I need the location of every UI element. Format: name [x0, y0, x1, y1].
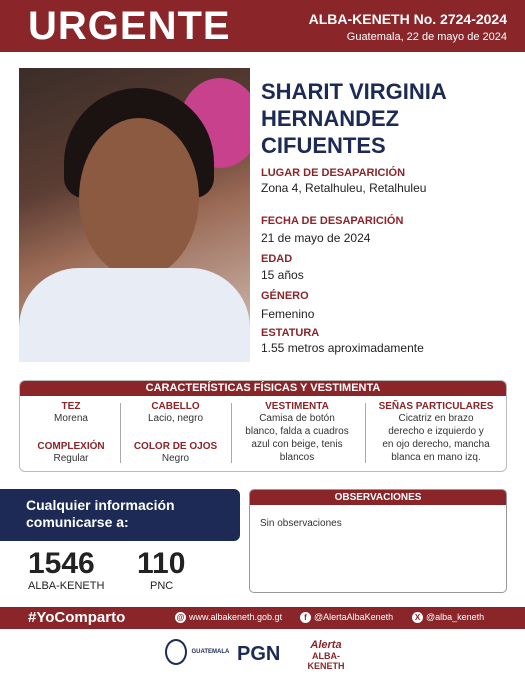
globe-icon: @	[176, 613, 185, 623]
facebook-link[interactable]	[300, 612, 393, 623]
guatemala-logo	[165, 639, 233, 669]
divider	[365, 403, 366, 463]
alert-number: ALBA-KENETH No. 2724-2024	[308, 11, 507, 27]
name-line-3: CIFUENTES	[261, 133, 386, 158]
edad-label: EDAD	[261, 253, 293, 265]
fecha-label: FECHA DE DESAPARICIÓN	[261, 215, 404, 227]
header-bar	[0, 0, 525, 52]
characteristics-title: CARACTERÍSTICAS FÍSICAS Y VESTIMENTA	[20, 381, 506, 396]
pnc-phone-label: PNC	[150, 580, 174, 592]
vestimenta-column	[232, 401, 362, 464]
observations-text: Sin observaciones	[260, 518, 342, 529]
fecha-value: 21 de mayo de 2024	[261, 231, 371, 245]
observations-panel	[249, 489, 507, 593]
ojos-label: COLOR DE OJOS	[133, 441, 218, 452]
tez-label: TEZ	[61, 401, 81, 412]
genero-value: Femenino	[261, 307, 315, 321]
cabello-column	[123, 401, 228, 465]
characteristics-panel	[19, 380, 507, 472]
tez-column	[25, 401, 117, 465]
vestimenta-line: blanco, falda a cuadros	[245, 426, 349, 437]
estatura-value: 1.55 metros aproximadamente	[261, 341, 424, 355]
contact-line-2: comunicarse a:	[26, 514, 129, 530]
name-line-1: SHARIT VIRGINIA	[261, 79, 447, 104]
genero-label: GÉNERO	[261, 290, 309, 302]
senas-line: derecho e izquierdo y	[388, 426, 484, 437]
pgn-logo: PGN	[237, 643, 281, 665]
missing-person-photo	[19, 68, 250, 362]
alert-date: Guatemala, 22 de mayo de 2024	[346, 31, 507, 43]
vestimenta-label: VESTIMENTA	[265, 401, 329, 412]
website-text: www.albakeneth.gob.gt	[189, 612, 283, 622]
footer-bar	[0, 607, 525, 629]
person-name	[261, 78, 511, 159]
photo-face	[79, 118, 199, 278]
observations-title: OBSERVACIONES	[250, 490, 506, 505]
seal-icon	[165, 639, 187, 665]
senas-label: SEÑAS PARTICULARES	[378, 401, 494, 412]
guatemala-logo-text: GUATEMALA	[191, 649, 230, 655]
contact-banner	[0, 489, 240, 541]
name-line-2: HERNANDEZ	[261, 106, 400, 131]
vestimenta-line: azul con beige, tenis	[251, 439, 343, 450]
website-link[interactable]	[175, 612, 282, 623]
alerta-logo-line1: Alerta	[310, 639, 342, 651]
divider	[120, 403, 121, 463]
tez-value: Morena	[54, 413, 88, 424]
x-icon: X	[412, 612, 423, 623]
vestimenta-line: Camisa de botón	[259, 413, 335, 424]
x-text: @alba_keneth	[426, 612, 485, 622]
edad-value: 15 años	[261, 268, 304, 282]
senas-line: Cicatriz en brazo	[398, 413, 474, 424]
alba-keneth-phone[interactable]: 1546	[28, 547, 95, 580]
contact-line-1: Cualquier información	[26, 497, 175, 513]
complexion-value: Regular	[53, 453, 89, 464]
facebook-text: @AlertaAlbaKeneth	[314, 612, 394, 622]
hashtag: #YoComparto	[28, 609, 126, 626]
senas-column	[367, 401, 505, 464]
alba-keneth-phone-label: ALBA-KENETH	[28, 580, 105, 592]
cabello-value: Lacio, negro	[147, 413, 204, 424]
cabello-label: CABELLO	[151, 401, 200, 412]
facebook-icon: f	[300, 612, 311, 623]
senas-line: blanca en mano izq.	[391, 452, 481, 463]
estatura-label: ESTATURA	[261, 327, 320, 339]
vestimenta-line: blancos	[279, 452, 315, 463]
pnc-phone[interactable]: 110	[137, 547, 186, 580]
alerta-logo-line2: ALBA-KENETH	[307, 651, 345, 671]
lugar-value: Zona 4, Retalhuleu, Retalhuleu	[261, 181, 427, 195]
alerta-logo	[298, 639, 354, 669]
photo-shirt	[19, 268, 250, 362]
urgent-title: URGENTE	[28, 4, 231, 48]
senas-line: en ojo derecho, mancha	[382, 439, 490, 450]
ojos-value: Negro	[161, 453, 190, 464]
x-link[interactable]	[412, 612, 484, 623]
lugar-label: LUGAR DE DESAPARICIÓN	[261, 167, 406, 179]
complexion-label: COMPLEXIÓN	[37, 441, 105, 452]
